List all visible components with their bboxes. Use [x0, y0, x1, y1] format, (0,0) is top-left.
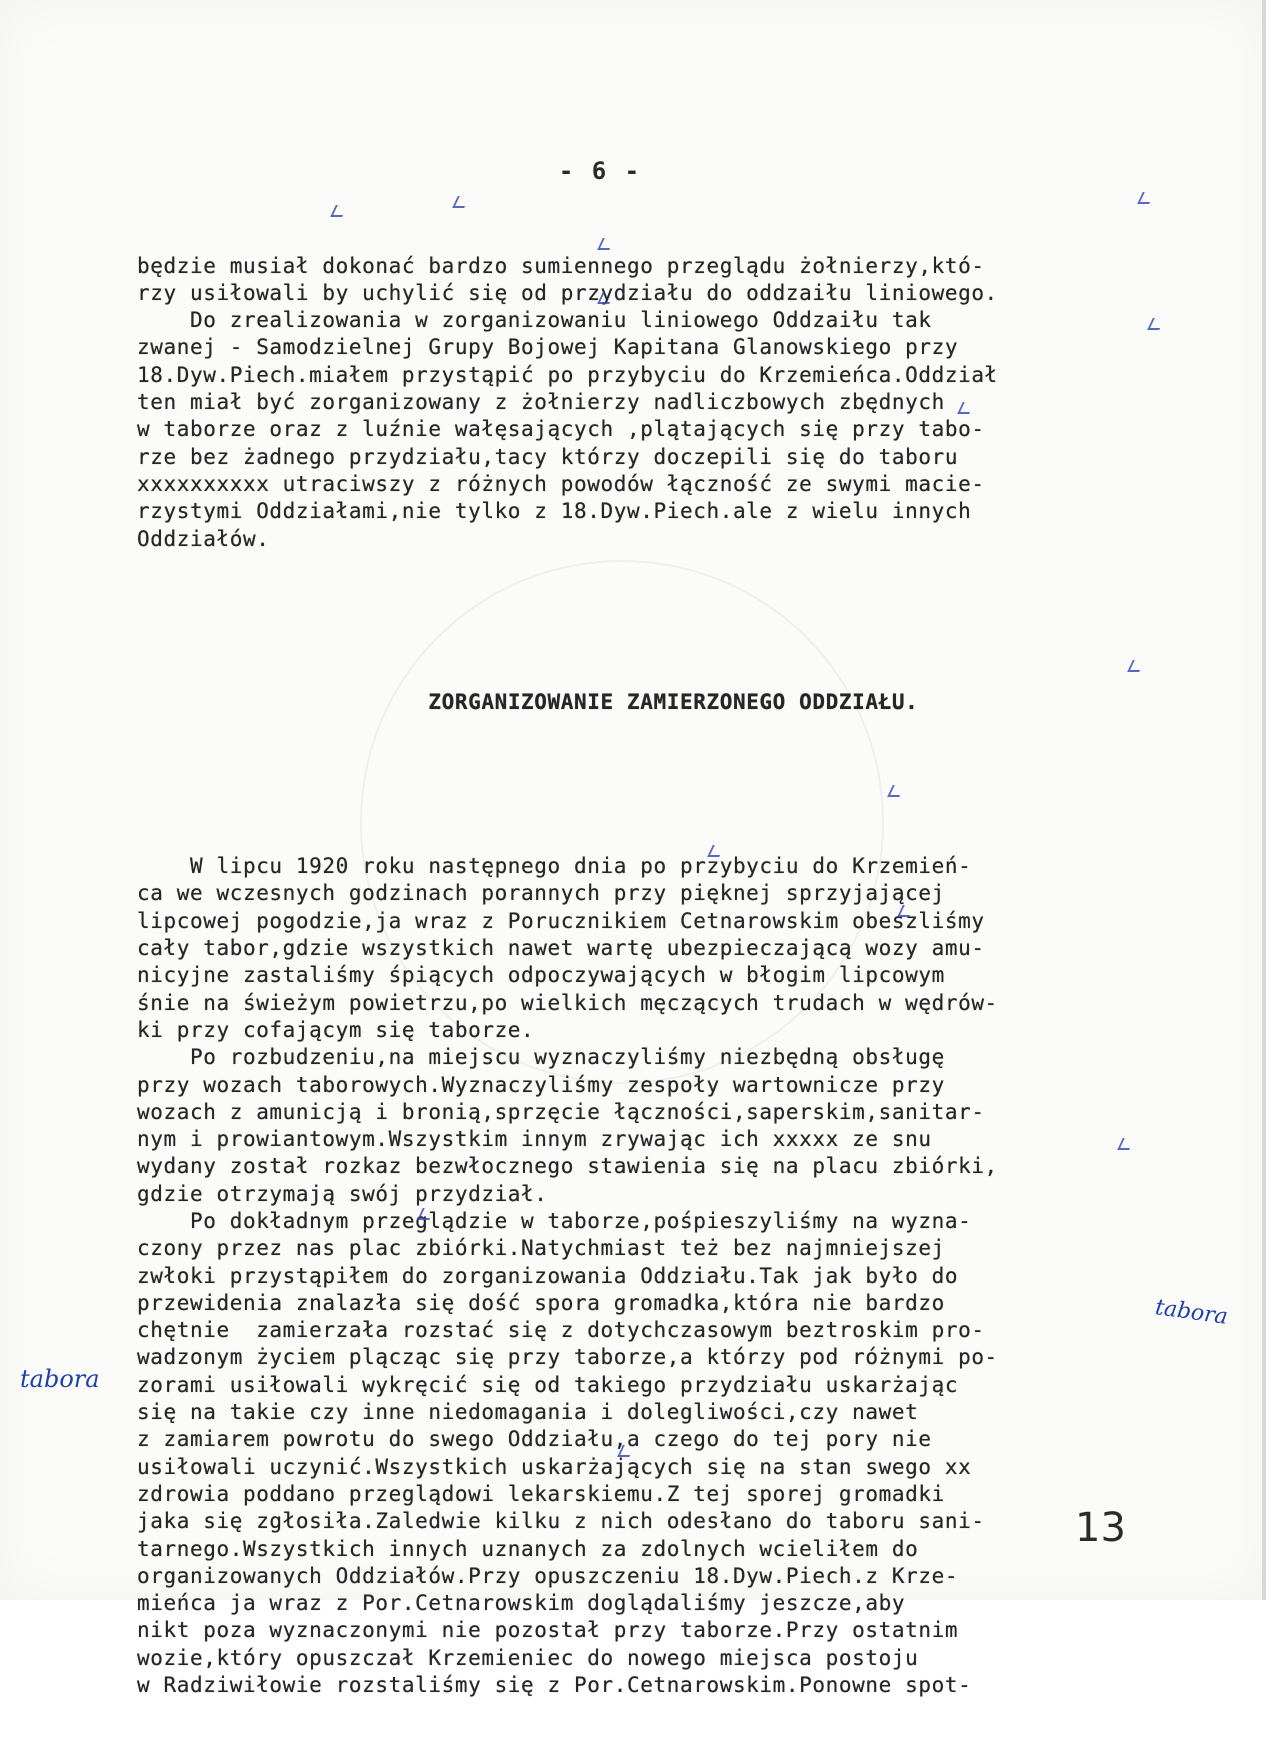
handwritten-leaf-number: 13	[1075, 1505, 1126, 1551]
text-line: zwanej - Samodzielnej Grupy Bojowej Kapitana Glanowskiego przy	[137, 335, 959, 360]
text-line: W lipcu 1920 roku następnego dnia po przybyciu do Krzemień-	[137, 854, 972, 879]
text-line: tarnego.Wszystkich innych uznanych za zdolnych wcieliłem do	[137, 1536, 919, 1561]
text-line: przewidenia znalazła się dość spora gromadka,która nie bardzo	[137, 1290, 945, 1315]
text-line: w taborze oraz z luźnie wałęsających ,plątających się przy tabo-	[137, 417, 985, 442]
text-line: przy wozach taborowych.Wyznaczyliśmy zespoły wartownicze przy	[137, 1072, 945, 1097]
text-line: chętnie zamierzała rozstać się z dotychczasowym beztroskim pro-	[137, 1318, 985, 1343]
text-line: ca we wczesnych godzinach porannych przy pięknej sprzyjającej	[137, 881, 945, 906]
text-line: rzystymi Oddziałami,nie tylko z 18.Dyw.Piech.ale z wielu innych	[137, 499, 972, 524]
typewritten-body	[137, 198, 1217, 1754]
text-line: wadzonym życiem plącząc się przy taborze,a którzy pod różnymi po-	[137, 1345, 998, 1370]
section-heading	[137, 689, 1217, 716]
text-line: czony przez nas plac zbiórki.Natychmiast też bez najmniejszej	[137, 1236, 945, 1261]
section-heading-text: ZORGANIZOWANIE ZAMIERZONEGO ODDZIAŁU.	[428, 690, 919, 715]
text-line: nym i prowiantowym.Wszystkim innym zrywając ich xxxxx ze snu	[137, 1127, 932, 1152]
text-line: rzy usiłowali by uchylić się od przydziału do oddzaiłu liniowego.	[137, 280, 998, 305]
text-line: ki przy cofającym się taborze.	[137, 1017, 535, 1042]
text-line: w Radziwiłowie rozstaliśmy się z Por.Cetnarowskim.Ponowne spot-	[137, 1673, 972, 1698]
text-line: organizowanych Oddziałów.Przy opuszczeniu 18.Dyw.Piech.z Krze-	[137, 1563, 959, 1588]
text-line: mieńca ja wraz z Por.Cetnarowskim doglądaliśmy jeszcze,aby	[137, 1591, 906, 1616]
text-line: nikt poza wyznaczonymi nie pozostał przy taborze.Przy ostatnim	[137, 1618, 959, 1643]
text-line: nicyjne zastaliśmy śpiących odpoczywających w błogim lipcowym	[137, 963, 945, 988]
text-line: wydany został rozkaz bezwłocznego stawienia się na placu zbiórki,	[137, 1154, 998, 1179]
text-line: lipcowej pogodzie,ja wraz z Porucznikiem Cetnarowskim obeszliśmy	[137, 908, 985, 933]
text-line: xxxxxxxxxx utraciwszy z różnych powodów łączność ze swymi macie-	[137, 471, 985, 496]
text-line: wozie,który opuszczał Krzemieniec do nowego miejsca postoju	[137, 1645, 919, 1670]
text-line: będzie musiał dokonać bardzo sumiennego przeglądu żołnierzy,któ-	[137, 253, 985, 278]
paragraph-block-after-heading	[137, 853, 1217, 1699]
text-line: wozach z amunicją i bronią,sprzęcie łączności,saperskim,sanitar-	[137, 1099, 985, 1124]
text-line: zwłoki przystąpiłem do zorganizowania Oddziału.Tak jak było do	[137, 1263, 959, 1288]
text-line: Po rozbudzeniu,na miejscu wyznaczyliśmy niezbędną obsługę	[137, 1045, 945, 1070]
blank-line	[137, 771, 1217, 798]
text-line: z zamiarem powrotu do swego Oddziału,a czego do tej pory nie	[137, 1427, 932, 1452]
text-line: się na takie czy inne niedomagania i dolegliwości,czy nawet	[137, 1400, 919, 1425]
handwritten-margin-note-right: tabora	[1153, 1295, 1230, 1330]
text-line: usiłowali uczynić.Wszystkich uskarżających się na stan swego xx	[137, 1454, 972, 1479]
text-line: ten miał być zorganizowany z żołnierzy nadliczbowych zbędnych	[137, 390, 945, 415]
text-line: 18.Dyw.Piech.miałem przystąpić po przybyciu do Krzemieńca.Oddział	[137, 362, 998, 387]
text-line: śnie na świeżym powietrzu,po wielkich męczących trudach w wędrów-	[137, 990, 998, 1015]
handwritten-margin-note-left: tabora	[20, 1365, 100, 1393]
text-line: Oddziałów.	[137, 526, 270, 551]
text-line: Do zrealizowania w zorganizowaniu liniowego Oddzaiłu tak	[137, 308, 932, 333]
text-line: zdrowia poddano przeglądowi lekarskiemu.Z tej sporej gromadki	[137, 1481, 945, 1506]
blank-line	[137, 607, 1217, 634]
text-line: zorami usiłowali wykręcić się od takiego przydziału uskarżając	[137, 1372, 959, 1397]
text-line: jaka się zgłosiła.Zaledwie kilku z nich odesłano do taboru sani-	[137, 1509, 985, 1534]
text-line: cały tabor,gdzie wszystkich nawet wartę ubezpieczającą wozy amu-	[137, 936, 985, 961]
text-line: gdzie otrzymają swój przydział.	[137, 1181, 548, 1206]
text-line: rze bez żadnego przydziału,tacy którzy doczepili się do taboru	[137, 444, 959, 469]
page-number: - 6 -	[558, 157, 642, 185]
paragraph-block-before-heading	[137, 253, 1217, 553]
text-line: Po dokładnym przeglądzie w taborze,pośpieszyliśmy na wyzna-	[137, 1208, 972, 1233]
